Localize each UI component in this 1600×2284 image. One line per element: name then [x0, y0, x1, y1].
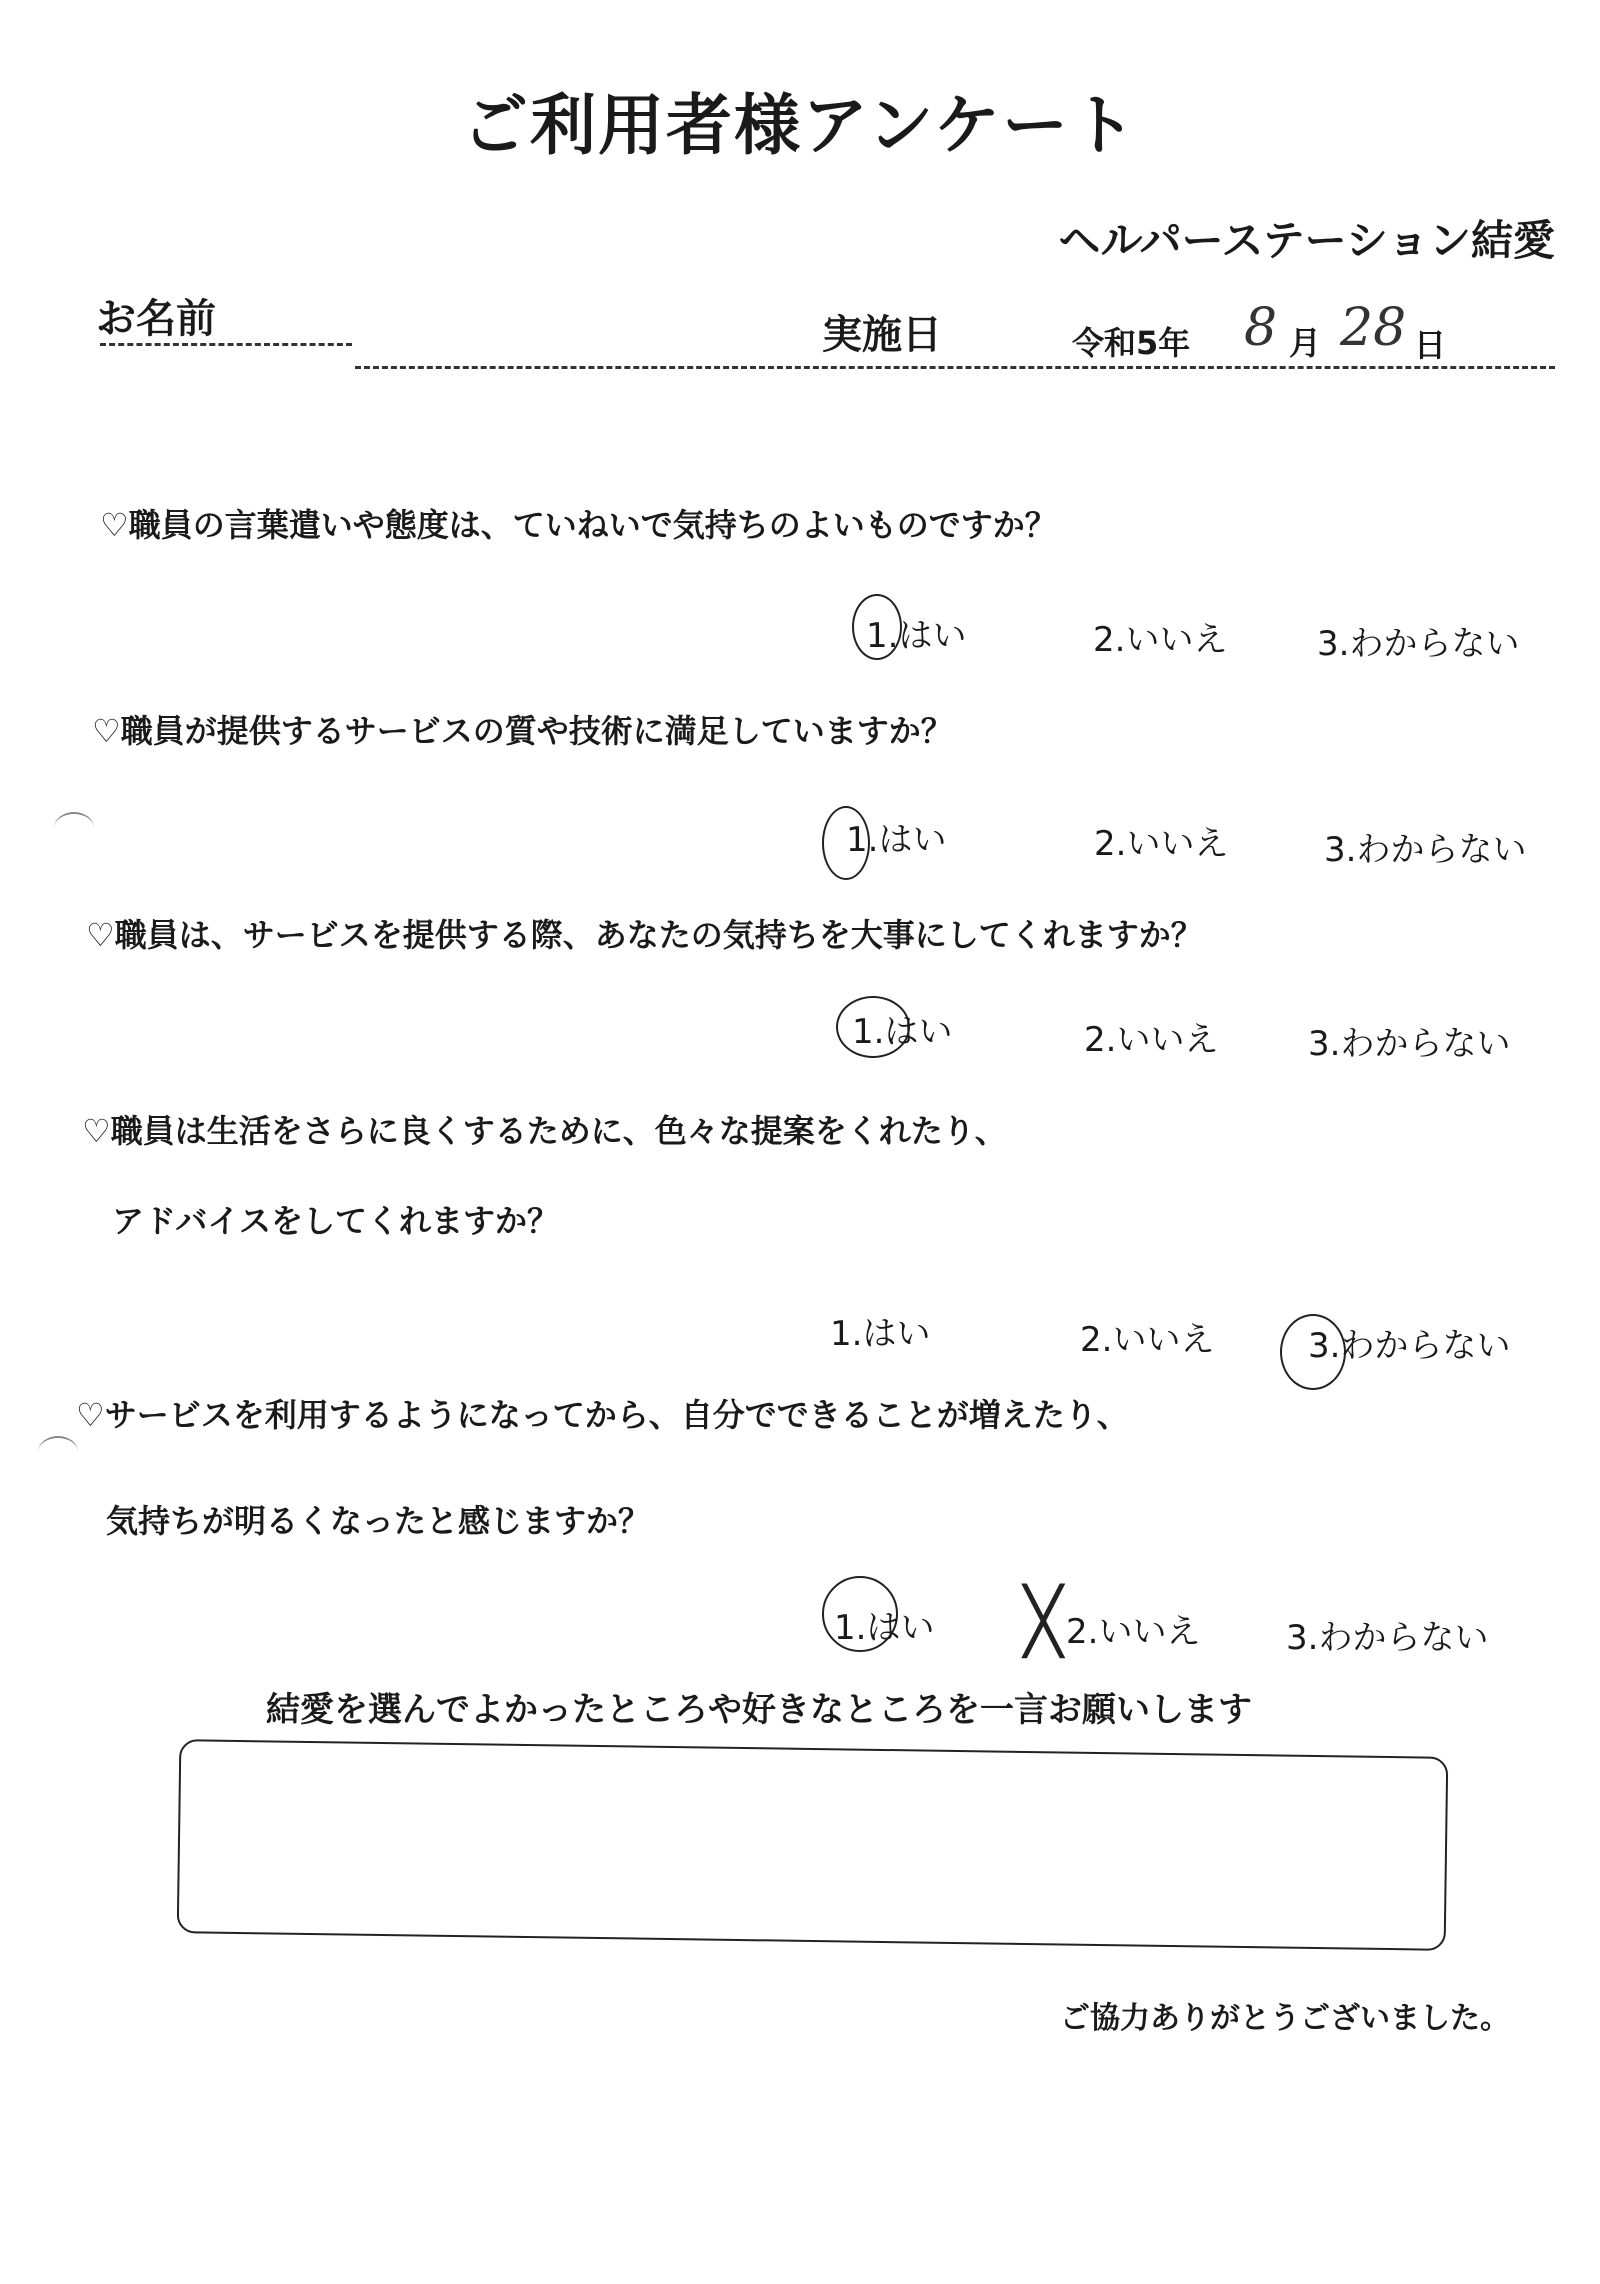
- date-label: 実施日: [822, 312, 942, 358]
- q5-option-unknown[interactable]: 3.わからない: [1286, 1618, 1489, 1658]
- comment-label: 結愛を選んでよかったところや好きなところを一言お願いします: [266, 1690, 1252, 1730]
- question-4-text: ♡職員は生活をさらに良くするために、色々な提案をくれたり、: [82, 1112, 1007, 1150]
- comment-box[interactable]: [177, 1739, 1449, 1951]
- question-5-text-line2: 気持ちが明るくなったと感じますか？: [106, 1502, 651, 1540]
- q3-option-no[interactable]: 2.いいえ: [1084, 1020, 1219, 1060]
- q4-option-unknown[interactable]: 3.わからない: [1308, 1326, 1511, 1366]
- q1-option-unknown[interactable]: 3.わからない: [1317, 624, 1520, 664]
- era-year: 令和5年: [1072, 324, 1191, 362]
- q4-option-no[interactable]: 2.いいえ: [1080, 1320, 1215, 1360]
- question-3-text: ♡職員は、サービスを提供する際、あなたの気持ちを大事にしてくれますか？: [86, 916, 1203, 954]
- q5-option-yes[interactable]: 1.はい: [834, 1608, 935, 1648]
- organization-name: ヘルパーステーション結愛: [1058, 216, 1555, 265]
- date-underline: [355, 366, 1555, 369]
- day-value[interactable]: 28: [1340, 298, 1407, 358]
- q2-option-unknown[interactable]: 3.わからない: [1324, 830, 1527, 870]
- month-value[interactable]: 8: [1244, 298, 1278, 358]
- scan-mark: [38, 1436, 78, 1468]
- day-label: 日: [1414, 326, 1447, 364]
- scan-mark: [54, 812, 94, 844]
- q1-option-yes[interactable]: 1.はい: [866, 616, 967, 656]
- q3-option-unknown[interactable]: 3.わからない: [1308, 1024, 1511, 1064]
- q5-option-no[interactable]: 2.いいえ: [1066, 1612, 1201, 1652]
- question-5-text: ♡サービスを利用するようになってから、自分でできることが増えたり、: [76, 1396, 1129, 1434]
- name-field[interactable]: [100, 343, 352, 346]
- name-label: お名前: [96, 296, 216, 342]
- question-2-text: ♡職員が提供するサービスの質や技術に満足していますか？: [92, 712, 953, 750]
- page-title: ご利用者様アンケート: [461, 87, 1139, 164]
- q4-option-yes[interactable]: 1.はい: [830, 1314, 931, 1354]
- q3-option-yes[interactable]: 1.はい: [852, 1012, 953, 1052]
- month-label: 月: [1289, 324, 1322, 362]
- q2-option-no[interactable]: 2.いいえ: [1094, 824, 1229, 864]
- question-1-text: ♡職員の言葉遣いや態度は、ていねいで気持ちのよいものですか？: [100, 506, 1057, 544]
- q1-option-no[interactable]: 2.いいえ: [1093, 620, 1228, 660]
- cross-out-mark: ╳: [1024, 1585, 1063, 1659]
- thanks-message: ご協力ありがとうございました。: [1060, 2001, 1510, 2036]
- q2-option-yes[interactable]: 1.はい: [846, 820, 947, 860]
- question-4-text-line2: アドバイスをしてくれますか？: [112, 1202, 560, 1240]
